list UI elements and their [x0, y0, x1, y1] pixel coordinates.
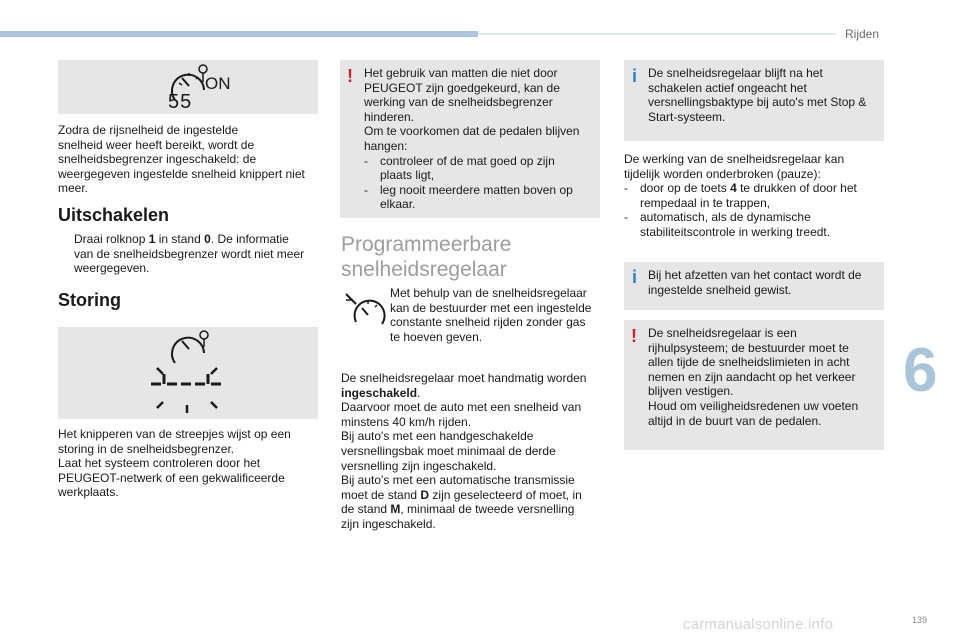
bullet-arrow-icon: [58, 232, 74, 247]
heading-uitschakelen: Uitschakelen: [58, 205, 170, 225]
set-speed-value: 55: [168, 91, 193, 113]
info-ignition-box: [624, 262, 884, 310]
chapter-number: 6: [903, 336, 938, 405]
on-label: ON: [205, 74, 231, 93]
warning-mats-text: Het gebruik van matten die niet door PEUGEOT zijn goedgekeurd, kan de werking van de snelheidsbegrenzer hinderen. Om te voorkomen dat de pedalen blijven hangen: - controleer of de mat goed op zijn plaats ligt, - leg nooit meerdere matten boven op elkaar.: [364, 66, 580, 212]
warning-icon: !: [631, 326, 637, 346]
header-bar-thin: [478, 33, 836, 35]
malfunction-display: [58, 327, 318, 419]
watermark: carmanualsonline.info: [683, 616, 834, 633]
info-ignition-text: Bij het afzetten van het contact wordt de ingestelde snelheid gewist.: [648, 268, 862, 297]
warning-mats-box: [340, 60, 600, 218]
info-icon: i: [632, 267, 638, 287]
cruise-intro-text: Met behulp van de snelheidsregelaar kan de bestuurder met een ingestelde constante snelheid rijden zonder gas te hoeven geven.: [390, 286, 592, 344]
limiter-engaged-text: Zodra de rijsnelheid de ingestelde snelheid weer heeft bereikt, wordt de snelheidsbegrenzer ingeschakeld: de weergegeven ingestelde snelheid knippert niet meer.: [58, 123, 305, 196]
info-stop-start-text: De snelheidsregelaar blijft na het schakelen actief ongeacht het versnellingsbaktype bij auto's met Stop & Start-systeem.: [648, 66, 867, 124]
speed-limiter-on-display: [58, 60, 318, 114]
warning-driver-text: De snelheidsregelaar is een rijhulpsysteem; de bestuurder moet te allen tijde de snelheidslimieten in acht nemen en zijn aandacht op het verkeer blijven vestigen. Houd om veiligheidsredenen uw voeten altijd in de buurt van de pedalen.: [648, 326, 859, 428]
warning-driver-box: [624, 320, 884, 450]
warning-icon: !: [347, 66, 353, 86]
malfunction-text: Het knipperen van de streepjes wijst op een storing in de snelheidsbegrenzer. Laat het systeem controleren door het PEUGEOT-netwerk of een gekwalificeerde werkplaats.: [58, 427, 291, 500]
flashing-dashes-icon: [58, 327, 318, 419]
header-bar: [0, 31, 478, 37]
switch-off-instruction: Draai rolknop 1 in stand 0. De informatie van de snelheidsbegrenzer wordt niet meer weergegeven.: [58, 232, 320, 276]
section-name: Rijden: [845, 27, 880, 41]
info-stop-start-box: [624, 60, 884, 141]
cruise-activation-text: De snelheidsregelaar moet handmatig worden ingeschakeld. Daarvoor moet de auto met een snelheid van minstens 40 km/h rijden. Bij auto's met een handgeschakelde versnellingsbak moet minimaal de derde versnelling zijn ingeschakeld. Bij auto's met een automatische transmissie moet de stand D zijn geselecteerd of moet, in de stand M, minimaal de tweede versnelling zijn ingeschakeld.: [341, 371, 587, 531]
pause-text: De werking van de snelheidsregelaar kan tijdelijk worden onderbroken (pauze): - door op de toets 4 te drukken of door het rempedaal in te trappen, - automatisch, als de dynamische stabiliteitscontrole in werking treedt.: [624, 152, 857, 239]
heading-storing: Storing: [58, 290, 121, 310]
cruise-control-icon: [346, 290, 396, 340]
section-title: Programmeerbare snelheidsregelaar: [341, 233, 512, 281]
page-number: 139: [912, 615, 928, 625]
info-icon: i: [632, 66, 638, 86]
